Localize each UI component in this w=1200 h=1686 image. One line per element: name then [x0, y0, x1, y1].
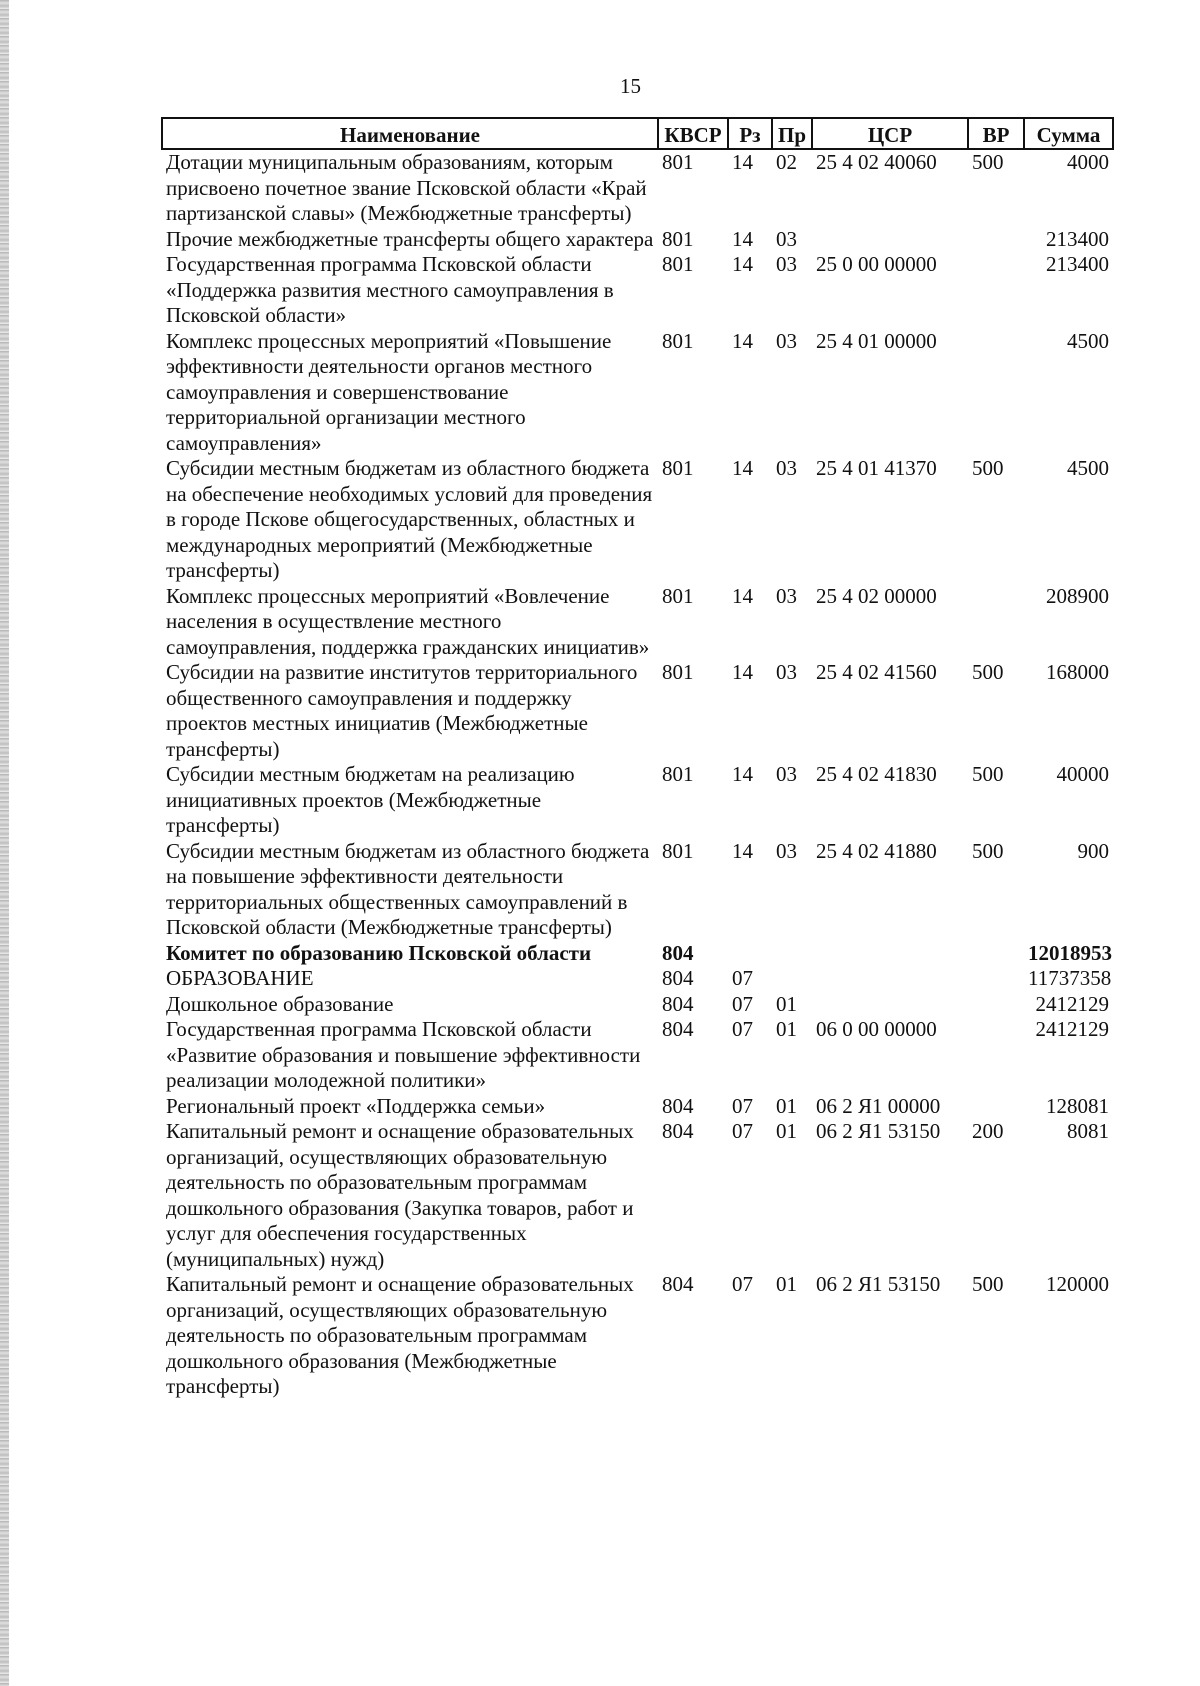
row-kvsr: 801: [662, 762, 694, 786]
row-vr: [968, 966, 1024, 992]
row-kvsr: 801: [662, 583, 694, 608]
row-csr: 25 4 01 41370: [816, 456, 937, 480]
row-pr: 01: [776, 1272, 797, 1296]
table-row: [162, 584, 1113, 661]
row-vr: 500: [972, 150, 1004, 174]
table-header-row: [162, 118, 1113, 149]
row-csr: [812, 941, 968, 967]
row-csr: [812, 992, 968, 1018]
row-vr: [968, 941, 1024, 967]
row-csr: [812, 966, 968, 992]
table-row: [162, 1094, 1113, 1120]
row-rz: 14: [732, 660, 753, 684]
row-kvsr: 804: [662, 1119, 694, 1143]
header-pr: Пр: [772, 118, 812, 149]
row-name: Комитет по образованию Псковской области: [166, 940, 592, 965]
row-kvsr: 801: [662, 838, 694, 863]
row-rz: 07: [732, 966, 753, 990]
row-rz: [728, 941, 772, 967]
row-pr: 03: [776, 660, 797, 684]
row-rz: 14: [732, 456, 753, 480]
row-vr: [968, 992, 1024, 1018]
row-rz: 14: [732, 150, 753, 174]
header-csr: ЦСР: [812, 118, 968, 149]
row-pr: 03: [776, 583, 797, 608]
row-csr: [812, 227, 968, 253]
row-sum: 128081: [1046, 1093, 1109, 1118]
row-csr: 25 4 02 00000: [816, 583, 937, 608]
scan-edge: [0, 0, 9, 1686]
row-pr: 03: [776, 456, 797, 480]
row-sum: 11737358: [1028, 966, 1112, 990]
row-pr: 01: [776, 1017, 797, 1041]
row-kvsr: 801: [662, 456, 694, 480]
table-row: [162, 1119, 1113, 1272]
row-sum: 12018953: [1028, 940, 1112, 965]
table-row: [162, 992, 1113, 1018]
row-csr: 25 4 02 40060: [816, 150, 937, 174]
row-csr: 06 2 Я1 53150: [816, 1119, 941, 1143]
budget-table: [161, 117, 1114, 1400]
row-vr: [968, 329, 1024, 457]
row-csr: 25 4 02 41880: [816, 838, 937, 863]
page-number: 15: [620, 74, 641, 98]
row-vr: 500: [972, 838, 1004, 863]
row-rz: 07: [732, 1272, 753, 1296]
header-rz: Рз: [728, 118, 772, 149]
table-row: [162, 839, 1113, 941]
row-vr: [968, 227, 1024, 253]
header-vr: ВР: [968, 118, 1024, 149]
table-row: [162, 227, 1113, 253]
row-vr: 500: [972, 660, 1004, 684]
row-name: Дошкольное образование: [166, 991, 394, 1016]
row-name: Субсидии местным бюджетам на реализацию инициативных проектов (Межбюджетные трансферты): [166, 762, 575, 837]
row-pr: 03: [776, 762, 797, 786]
row-vr: 200: [972, 1119, 1004, 1143]
row-kvsr: 804: [662, 966, 694, 990]
row-name: Государственная программа Псковской области «Развитие образования и повышение эффективности реализации молодежной политики»: [166, 1017, 641, 1092]
row-sum: 213400: [1046, 252, 1109, 276]
table-row: [162, 762, 1113, 839]
row-name: Комплекс процессных мероприятий «Вовлечение населения в осуществление местного самоуправления, поддержка гражданских инициатив»: [166, 583, 650, 659]
row-name: Региональный проект «Поддержка семьи»: [166, 1093, 546, 1118]
table-row: [162, 329, 1113, 457]
row-rz: 14: [732, 226, 753, 251]
table-row-bold: [162, 941, 1113, 967]
row-vr: 500: [972, 762, 1004, 786]
row-rz: 14: [732, 252, 753, 276]
row-kvsr: 801: [662, 252, 694, 276]
row-sum: 120000: [1046, 1272, 1109, 1296]
row-rz: 07: [732, 991, 753, 1016]
row-csr: 25 0 00 00000: [816, 252, 937, 276]
row-kvsr: 804: [662, 1017, 694, 1041]
row-name: Субсидии на развитие институтов территориального общественного самоуправления и поддержку проектов местных инициатив (Межбюджетные трансферты): [166, 660, 638, 761]
row-kvsr: 801: [662, 328, 694, 353]
row-kvsr: 801: [662, 226, 694, 251]
row-kvsr: 804: [662, 940, 694, 965]
row-pr: 01: [776, 1119, 797, 1143]
row-csr: 06 2 Я1 53150: [816, 1272, 941, 1296]
row-csr: 06 0 00 00000: [816, 1017, 937, 1041]
row-kvsr: 804: [662, 991, 694, 1016]
row-csr: 25 4 02 41830: [816, 762, 937, 786]
row-vr: 500: [972, 1272, 1004, 1296]
row-vr: [968, 1017, 1024, 1094]
row-pr: 02: [776, 150, 797, 174]
row-name: Прочие межбюджетные трансферты общего характера: [166, 226, 654, 251]
table-row: [162, 149, 1113, 227]
row-sum: 8081: [1067, 1119, 1109, 1143]
row-rz: 14: [732, 762, 753, 786]
row-sum: 4500: [1067, 328, 1109, 353]
row-vr: 500: [972, 456, 1004, 480]
header-name: Наименование: [162, 118, 658, 149]
row-name: Дотации муниципальным образованиям, которым присвоено почетное звание Псковской области «Край партизанской славы» (Межбюджетные трансферты): [166, 150, 647, 225]
row-csr: 06 2 Я1 00000: [816, 1093, 941, 1118]
row-sum: 900: [1077, 838, 1109, 863]
row-kvsr: 801: [662, 150, 694, 174]
row-rz: 07: [732, 1093, 753, 1118]
row-kvsr: 804: [662, 1093, 694, 1118]
row-rz: 14: [732, 838, 753, 863]
row-pr: [772, 966, 812, 992]
table-row: [162, 1272, 1113, 1400]
table-row: [162, 456, 1113, 584]
row-pr: 01: [776, 1093, 797, 1118]
row-sum: 2412129: [1035, 991, 1109, 1016]
row-name: Субсидии местным бюджетам из областного бюджета на повышение эффективности деятельности территориальных общественных самоуправлений в Псковской области (Межбюджетные трансферты): [166, 838, 650, 939]
row-vr: [968, 1094, 1024, 1120]
row-pr: 03: [776, 838, 797, 863]
row-rz: 14: [732, 328, 753, 353]
row-name: Субсидии местным бюджетам из областного бюджета на обеспечение необходимых условий для проведения в городе Пскове общегосударственных, областных и международных мероприятий (Межбюджетные трансферты): [166, 456, 653, 582]
row-sum: 2412129: [1035, 1017, 1109, 1041]
row-sum: 208900: [1046, 583, 1109, 608]
row-sum: 40000: [1056, 762, 1109, 786]
row-sum: 4500: [1067, 456, 1109, 480]
row-pr: 03: [776, 328, 797, 353]
table-row: [162, 966, 1113, 992]
row-rz: 07: [732, 1119, 753, 1143]
table-row: [162, 252, 1113, 329]
row-sum: 213400: [1046, 226, 1109, 251]
header-kvsr: КВСР: [658, 118, 728, 149]
row-vr: [968, 584, 1024, 661]
header-sum: Сумма: [1024, 118, 1113, 149]
row-vr: [968, 252, 1024, 329]
row-pr: 03: [776, 252, 797, 276]
row-kvsr: 804: [662, 1272, 694, 1296]
table-row: [162, 660, 1113, 762]
row-csr: 25 4 01 00000: [816, 328, 937, 353]
table-row: [162, 1017, 1113, 1094]
row-pr: 01: [776, 991, 797, 1016]
row-kvsr: 801: [662, 660, 694, 684]
row-name: Комплекс процессных мероприятий «Повышение эффективности деятельности органов местного самоуправления и совершенствование территориальной организации местного самоуправления»: [166, 328, 612, 455]
row-pr: [772, 941, 812, 967]
row-rz: 14: [732, 583, 753, 608]
row-pr: 03: [776, 226, 797, 251]
row-name: Государственная программа Псковской области «Поддержка развития местного самоуправления в Псковской области»: [166, 252, 614, 327]
row-name: ОБРАЗОВАНИЕ: [166, 966, 314, 990]
row-csr: 25 4 02 41560: [816, 660, 937, 684]
row-sum: 4000: [1067, 150, 1109, 174]
row-rz: 07: [732, 1017, 753, 1041]
row-name: Капитальный ремонт и оснащение образовательных организаций, осуществляющих образовательную деятельность по образовательным программам дошкольного образования (Закупка товаров, работ и услуг для обеспечения государственных (муниципальных) нужд): [166, 1119, 634, 1271]
row-sum: 168000: [1046, 660, 1109, 684]
row-name: Капитальный ремонт и оснащение образовательных организаций, осуществляющих образовательную деятельность по образовательным программам дошкольного образования (Межбюджетные трансферты): [166, 1272, 634, 1398]
